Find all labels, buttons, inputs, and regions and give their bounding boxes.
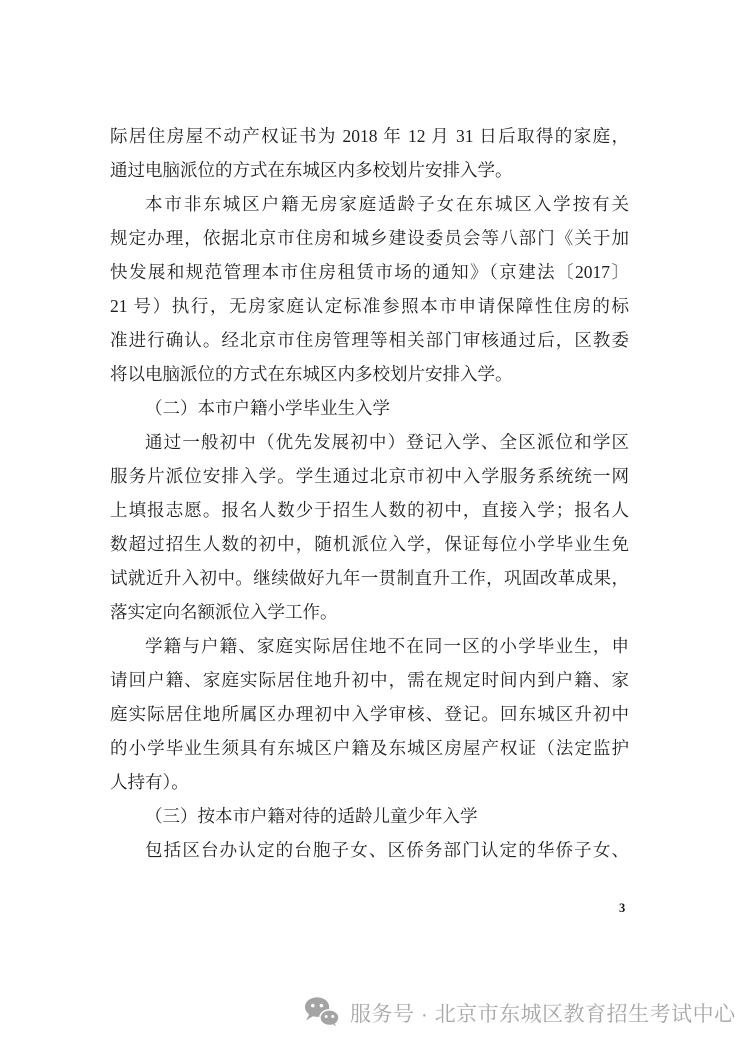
text-line: 际居住房屋不动产权证书为 2018 年 12 月 31 日后取得的家庭，: [110, 126, 629, 146]
text-line: 包括区台办认定的台胞子女、区侨务部门认定的华侨子女、: [145, 840, 629, 860]
text-line: 准进行确认。经北京市住房管理等相关部门审核通过后，区教委: [110, 330, 629, 350]
wechat-icon: [303, 996, 341, 1030]
text-line: 试就近升入初中。继续做好九年一贯制直升工作，巩固改革成果，: [110, 568, 629, 588]
text-line: 规定办理，依据北京市住房和城乡建设委员会等八部门《关于加: [110, 228, 629, 248]
text-line: 数超过招生人数的初中，随机派位入学，保证每位小学毕业生免: [110, 534, 629, 554]
text-line: 通过电脑派位的方式在东城区内多校划片安排入学。: [110, 160, 513, 180]
footer-text: 服务号 · 北京市东城区教育招生考试中心: [350, 1003, 736, 1026]
text-line: 庭实际居住地所属区办理初中入学审核、登记。回东城区升初中: [110, 704, 629, 724]
text-line: 人持有）。: [110, 772, 189, 792]
text-line: 的小学毕业生须具有东城区户籍及东城区房屋产权证（法定监护: [110, 738, 629, 758]
text-line: 请回户籍、家庭实际居住地升初中，需在规定时间内到户籍、家: [110, 670, 629, 690]
text-line: 将以电脑派位的方式在东城区内多校划片安排入学。: [110, 364, 513, 384]
text-line: 通过一般初中（优先发展初中）登记入学、全区派位和学区: [145, 432, 629, 452]
text-line: 落实定向名额派位入学工作。: [110, 602, 338, 622]
text-line: 服务片派位安排入学。学生通过北京市初中入学服务系统统一网: [110, 466, 629, 486]
text-line: 21 号）执行，无房家庭认定标准参照本市申请保障性住房的标: [110, 296, 629, 316]
footer: [303, 994, 736, 1032]
text-line: 本市非东城区户籍无房家庭适龄子女在东城区入学按有关: [145, 194, 629, 214]
text-line: （二）本市户籍小学毕业生入学: [145, 398, 390, 418]
text-line: 快发展和规范管理本市住房租赁市场的通知》（京建法〔2017〕: [110, 262, 629, 282]
text-line: 上填报志愿。报名人数少于招生人数的初中，直接入学；报名人: [110, 500, 629, 520]
text-line: （三）按本市户籍对待的适龄儿童少年入学: [145, 806, 478, 826]
page-number: 3: [619, 901, 626, 915]
document-body: [110, 119, 629, 867]
text-line: 学籍与户籍、家庭实际居住地不在同一区的小学毕业生，申: [145, 636, 629, 656]
